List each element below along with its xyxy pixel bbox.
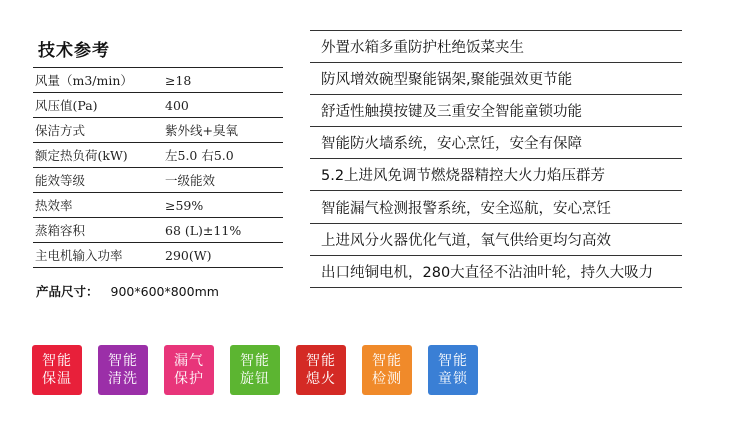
badge-smart-cleaning xyxy=(98,345,148,395)
badge-line2: 检测 xyxy=(372,371,402,387)
badge-line1: 智能 xyxy=(306,353,336,369)
badge-line2: 保温 xyxy=(42,371,72,387)
spec-value: 68 (L)±11% xyxy=(165,222,242,238)
badge-line2: 旋钮 xyxy=(240,371,270,387)
badge-line1: 智能 xyxy=(372,353,402,369)
badge-line1: 智能 xyxy=(42,353,72,369)
badge-smart-warming xyxy=(32,345,82,395)
spec-value: 左5.0 右5.0 xyxy=(165,148,234,163)
spec-value: ≥18 xyxy=(165,72,192,88)
feature-item: 防风增效碗型聚能锅架,聚能强效更节能 xyxy=(310,63,682,95)
feature-item: 出口纯铜电机，280大直径不沾油叶轮，持久大吸力 xyxy=(310,256,682,288)
spec-key: 保洁方式 xyxy=(35,123,86,138)
spec-row xyxy=(33,218,283,243)
feature-item: 舒适性触摸按键及三重安全智能童锁功能 xyxy=(310,95,682,127)
spec-row xyxy=(33,118,283,143)
feature-item: 5.2上进风免调节燃烧器精控大火力焰压群芳 xyxy=(310,159,682,191)
badge-leak-protection xyxy=(164,345,214,395)
feature-item: 智能防火墙系统，安心烹饪，安全有保障 xyxy=(310,127,682,159)
badge-line1: 智能 xyxy=(438,353,468,369)
spec-value: 400 xyxy=(165,97,189,113)
badge-smart-knob xyxy=(230,345,280,395)
feature-badges xyxy=(32,345,478,395)
spec-value: ≥59% xyxy=(165,197,204,213)
badge-child-lock xyxy=(428,345,478,395)
badge-line2: 清洗 xyxy=(108,371,138,387)
spec-key: 风量（m3/min） xyxy=(35,73,133,88)
spec-row xyxy=(33,93,283,118)
spec-value: 一级能效 xyxy=(165,173,216,188)
badge-line1: 智能 xyxy=(240,353,270,369)
feature-item: 上进风分火器优化气道，氧气供给更均匀高效 xyxy=(310,224,682,256)
spec-row xyxy=(33,143,283,168)
spec-key: 主电机输入功率 xyxy=(35,248,123,263)
product-size-value: 900*600*800mm xyxy=(110,284,219,299)
spec-title: 技术参考 xyxy=(38,41,110,61)
product-size xyxy=(36,282,219,300)
spec-key: 风压值(Pa) xyxy=(35,98,98,113)
spec-row xyxy=(33,168,283,193)
spec-row xyxy=(33,68,283,93)
spec-key: 热效率 xyxy=(35,198,73,213)
spec-value: 紫外线+臭氧 xyxy=(165,123,238,138)
badge-line2: 保护 xyxy=(174,371,204,387)
spec-row xyxy=(33,193,283,218)
spec-row xyxy=(33,243,283,268)
badge-line1: 漏气 xyxy=(174,353,204,369)
spec-key: 能效等级 xyxy=(35,173,86,188)
badge-line1: 智能 xyxy=(108,353,138,369)
feature-list xyxy=(310,30,682,288)
badge-smart-flameout xyxy=(296,345,346,395)
spec-key: 蒸箱容积 xyxy=(35,223,86,238)
feature-item: 外置水箱多重防护杜绝饭菜夹生 xyxy=(310,31,682,63)
product-size-label: 产品尺寸： xyxy=(36,284,99,299)
badge-smart-detection xyxy=(362,345,412,395)
badge-line2: 熄火 xyxy=(306,371,336,387)
spec-value: 290(W) xyxy=(165,247,212,263)
spec-key: 额定热负荷(kW) xyxy=(35,148,128,163)
badge-line2: 童锁 xyxy=(438,371,468,387)
spec-table xyxy=(33,67,283,268)
feature-item: 智能漏气检测报警系统，安全巡航，安心烹饪 xyxy=(310,191,682,223)
